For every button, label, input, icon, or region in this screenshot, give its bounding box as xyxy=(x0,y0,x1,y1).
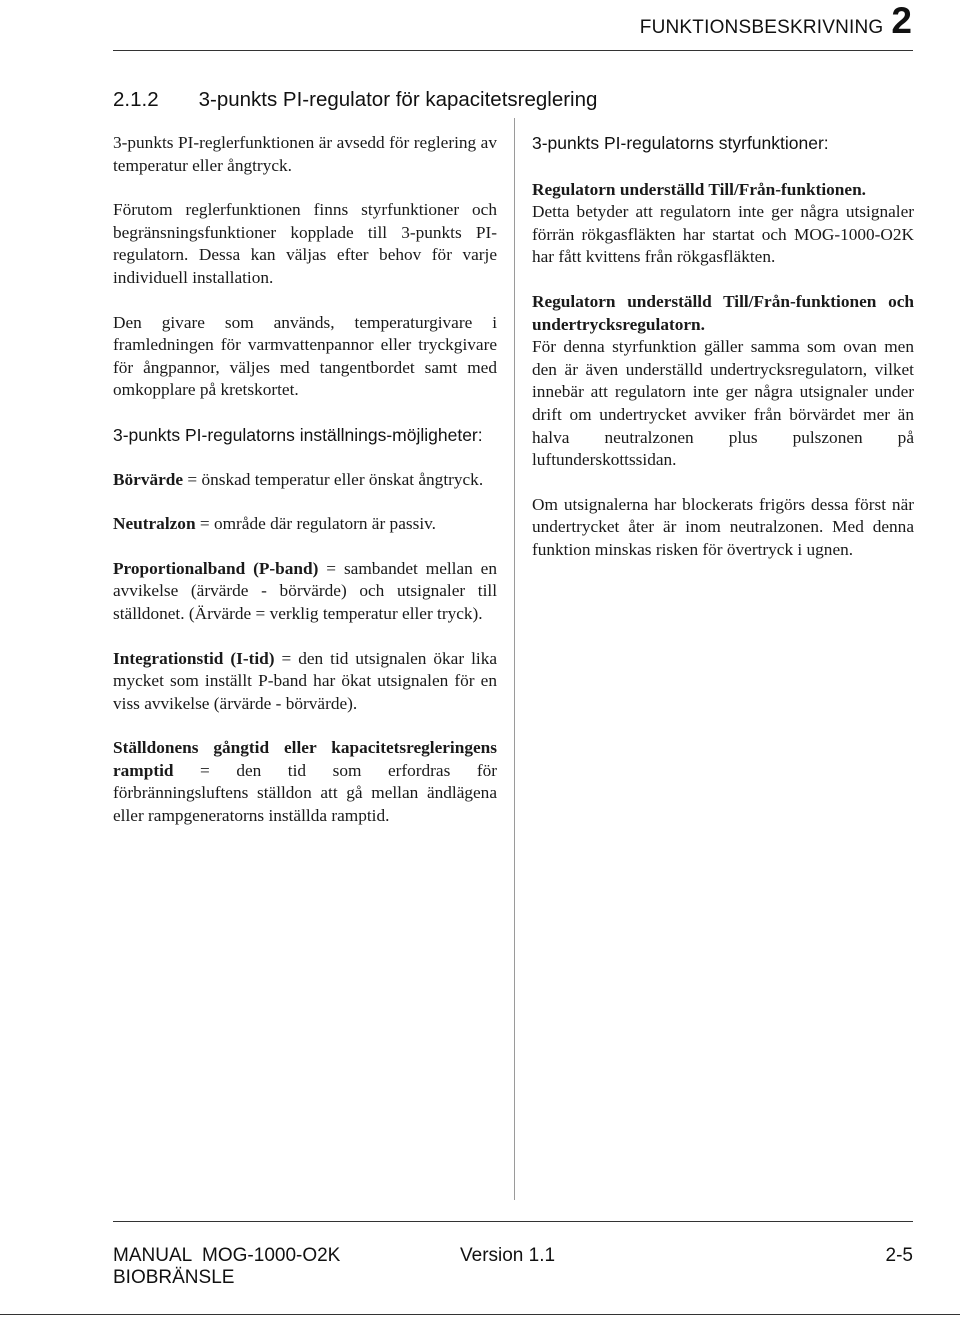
function-text: Detta betyder att regulatorn inte ger några utsignaler förrän rökgasfläkten har startat och MOG-1000-O2K har fått kvittens från rökgasfläkten. xyxy=(532,202,914,267)
definition-term: Integrationstid (I-tid) xyxy=(113,648,275,668)
definition-text: = den tid som erfordras för förbränningsluftens ställdon att gå mellan ändlägena eller rampgeneratorns inställda ramptid. xyxy=(113,760,497,826)
page-number: 2-5 xyxy=(885,1245,913,1266)
running-header xyxy=(640,2,912,39)
definition-i-time xyxy=(113,648,497,716)
definition-ramp-time xyxy=(113,737,497,827)
definition-neutral-zone xyxy=(113,513,497,536)
settings-heading: 3-punkts PI-regulatorns inställnings-möjligheter: xyxy=(113,424,483,445)
left-column xyxy=(113,132,497,828)
definition-setpoint xyxy=(113,469,497,492)
right-column xyxy=(532,132,914,562)
footer-rule xyxy=(113,1221,913,1222)
footer-manual-title: MANUAL MOG-1000-O2K xyxy=(113,1245,341,1266)
section-title xyxy=(113,88,597,112)
header-rule xyxy=(113,50,913,51)
paragraph-sensor: Den givare som används, temperaturgivare i framledningen för varmvattenpannor eller tryckgivare för ångpannor, väljes med tangentbordet samt med omkopplare på kretskortet. xyxy=(113,312,497,400)
function-onoff xyxy=(532,179,914,269)
paragraph-intro: 3-punkts PI-reglerfunktionen är avsedd för reglering av temperatur eller ångtryck. xyxy=(113,133,497,175)
footer-manual xyxy=(113,1245,340,1289)
function-onoff-pressure xyxy=(532,291,914,472)
footer-manual-subtitle: BIOBRÄNSLE xyxy=(113,1267,235,1288)
control-functions-heading: 3-punkts PI-regulatorns styrfunktioner: xyxy=(532,133,829,153)
definition-text: = önskad temperatur eller önskat ångtryck. xyxy=(183,469,484,489)
function-title: Regulatorn underställd Till/Från-funktionen och undertrycksregulatorn. xyxy=(532,291,914,334)
footer-version: Version 1.1 xyxy=(460,1245,556,1266)
function-text: För denna styrfunktion gäller samma som ovan men den är även underställd undertrycksregulatorn, vilket innebär att regulatorn inte ger några utsignaler under drift om undertrycket avviker från börvärdet mer än halva neutralzonen plus pulszonen på luftunderskottssidan. xyxy=(532,337,914,470)
paragraph-blocking: Om utsignalerna har blockerats frigörs dessa först när undertrycket åter är inom neutralzonen. Med denna funktion minskas risken för övertryck i ugnen. xyxy=(532,494,914,559)
definition-text: = sambandet mellan en avvikelse (ärvärde - börvärde) och utsignaler till ställdonet. (Ärvärde = verklig temperatur eller tryck). xyxy=(113,558,497,623)
definition-term: Proportionalband (P-band) xyxy=(113,558,319,578)
running-title: FUNKTIONSBESKRIVNING xyxy=(639,17,884,38)
function-title: Regulatorn underställd Till/Från-funktionen. xyxy=(532,179,867,199)
section-heading: 3-punkts PI-regulator för kapacitetsreglering xyxy=(198,88,598,111)
definition-term: Neutralzon xyxy=(113,514,196,534)
definition-term: Ställdonens gångtid eller kapacitetsregleringens ramptid xyxy=(113,738,497,780)
definition-p-band xyxy=(113,558,497,626)
paragraph-functions: Förutom reglerfunktionen finns styrfunktioner och begränsningsfunktioner kopplade till 3-punkts PI-regulatorn. Dessa kan väljas efter behov för varje individuell installation. xyxy=(113,200,497,287)
chapter-number: 2 xyxy=(891,0,912,41)
column-divider xyxy=(514,118,515,1200)
definition-text: = område där regulatorn är passiv. xyxy=(195,514,436,534)
definition-text: = den tid utsignalen ökar lika mycket som inställt P-band har ökat utsignalen för en viss avvikelse (ärvärde - börvärde). xyxy=(113,648,497,713)
section-number: 2.1.2 xyxy=(113,88,159,111)
page-bottom-rule xyxy=(0,1314,960,1315)
definition-term: Börvärde xyxy=(113,469,184,489)
